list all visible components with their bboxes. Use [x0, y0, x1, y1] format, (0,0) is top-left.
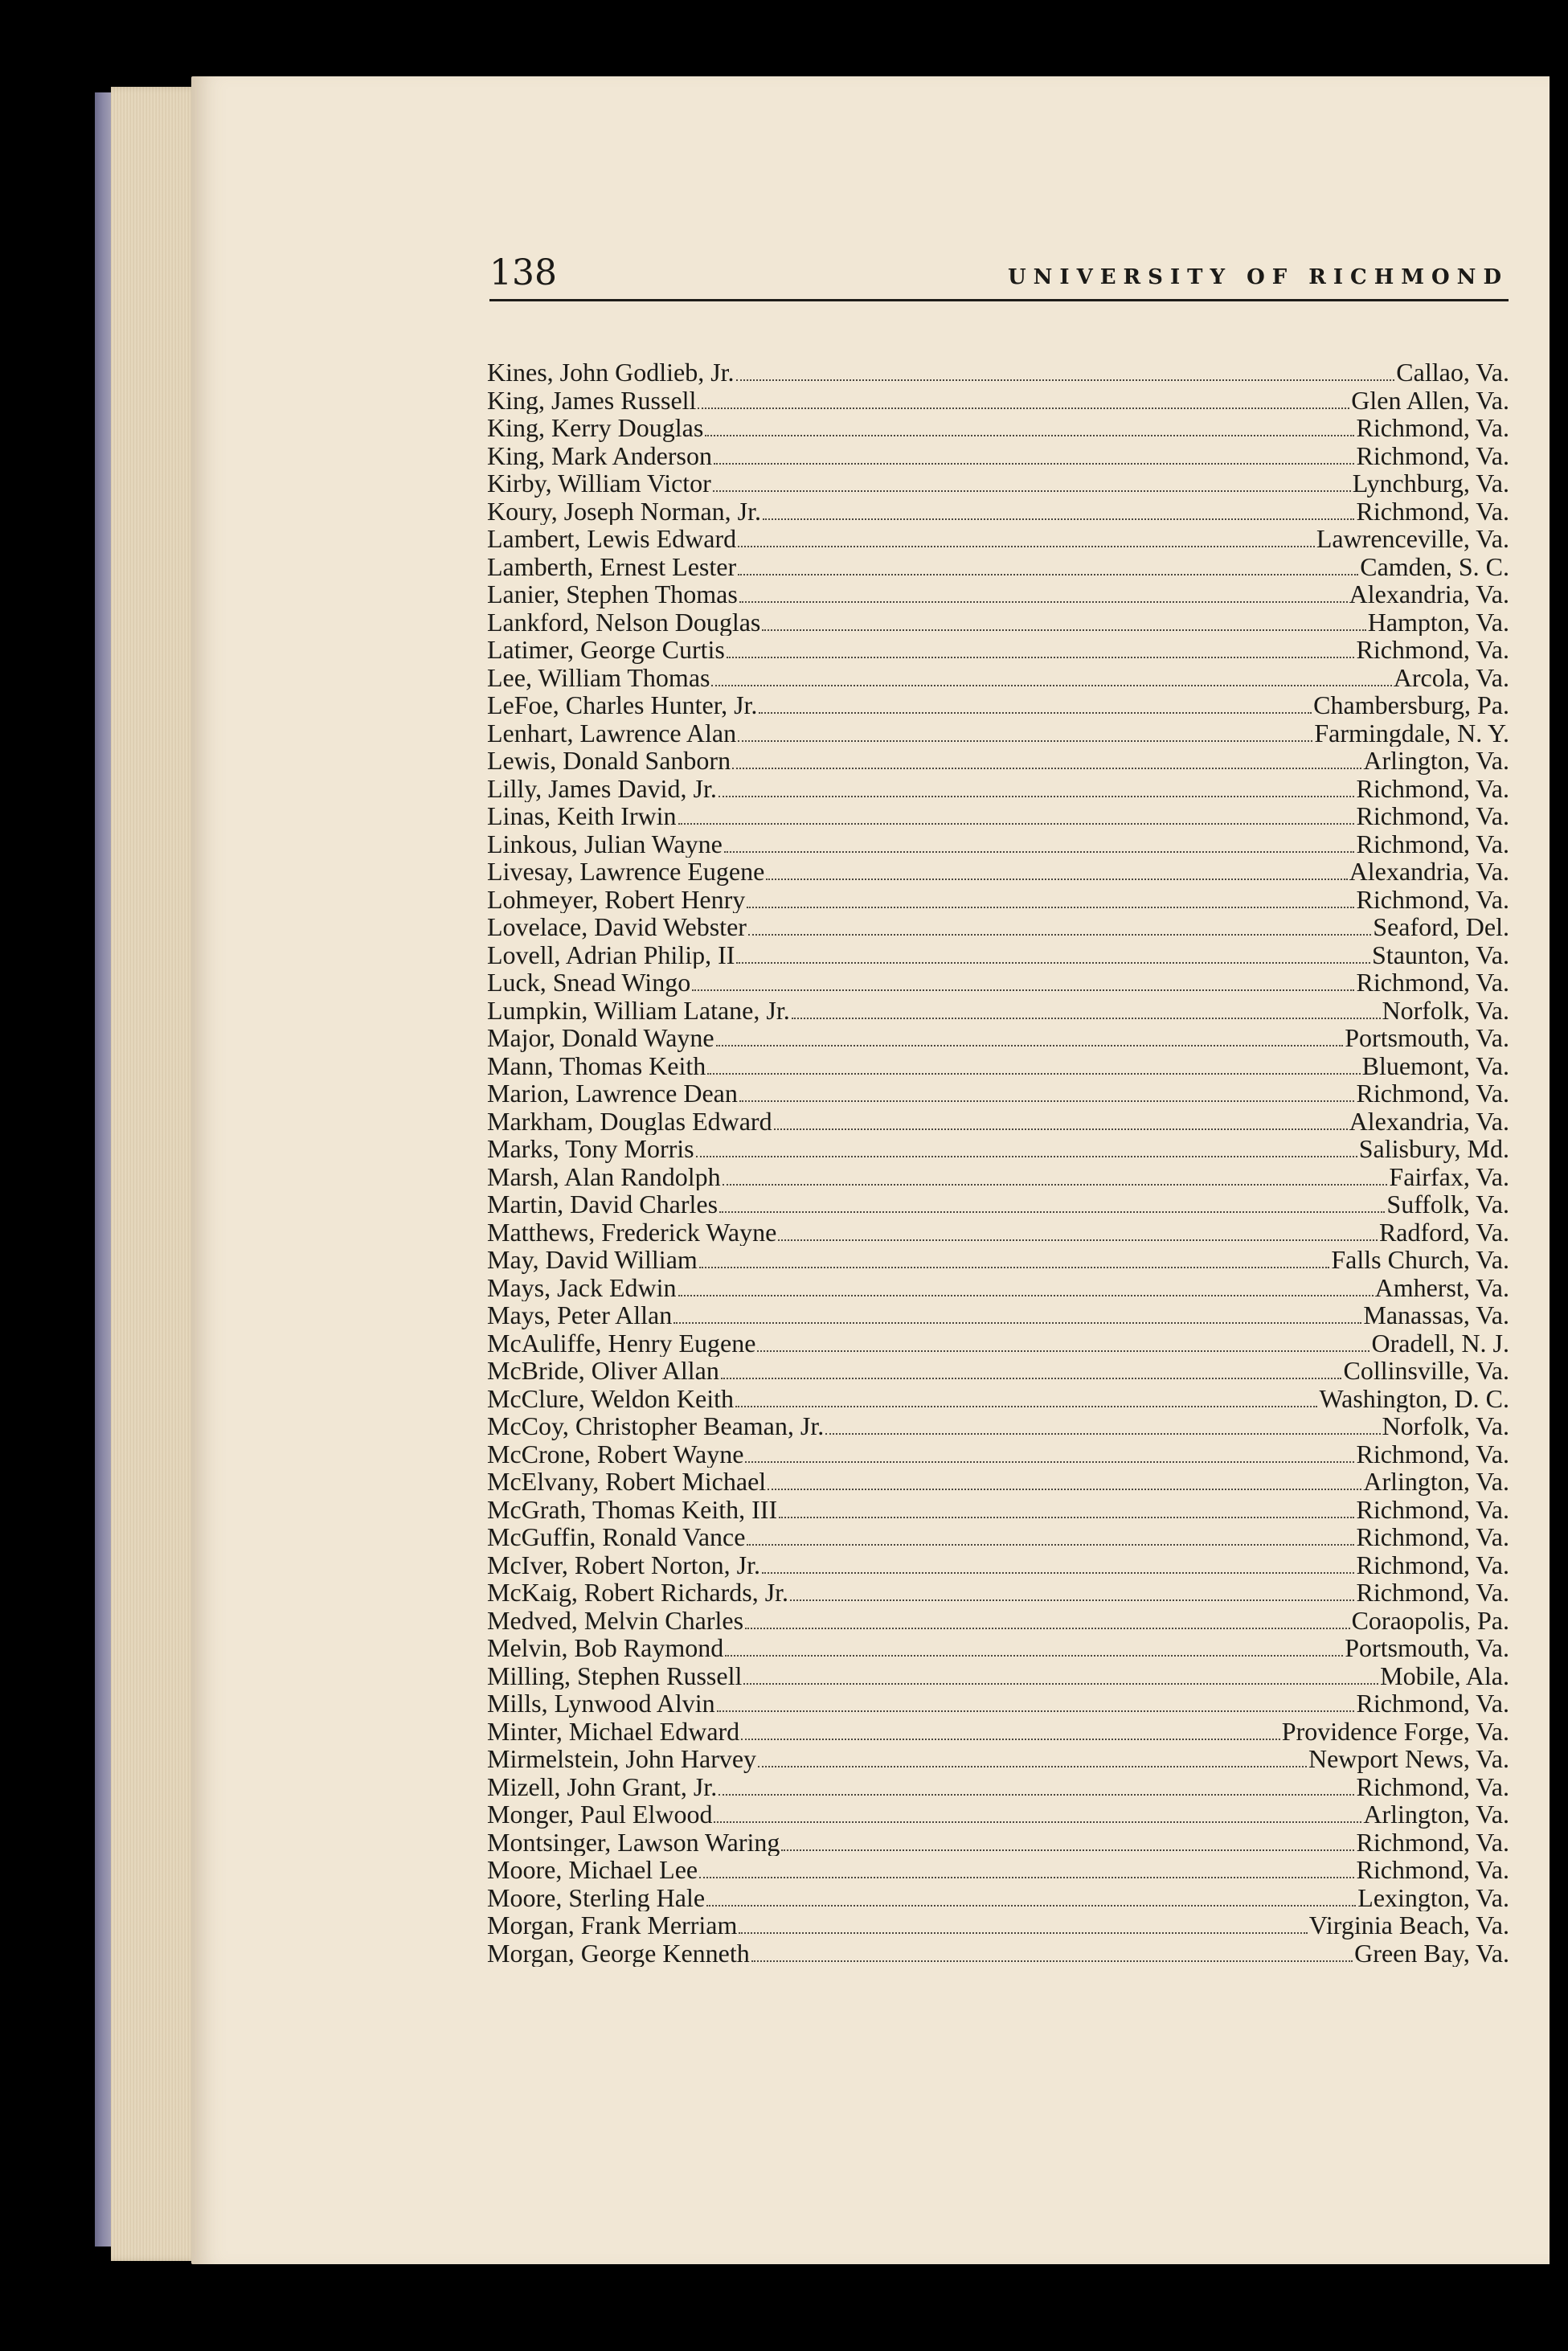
list-item — [487, 1718, 1509, 1746]
student-name: McGrath, Thomas Keith, III — [487, 1495, 778, 1523]
hometown: Alexandria, Va. — [1349, 1107, 1509, 1135]
student-name: Lanier, Stephen Thomas — [487, 580, 738, 608]
student-name: Minter, Michael Edward — [487, 1717, 740, 1745]
hometown: Fairfax, Va. — [1389, 1162, 1509, 1190]
hometown: Lawrenceville, Va. — [1316, 525, 1509, 553]
student-name: Lambert, Lewis Edward — [487, 525, 737, 553]
student-name: Matthews, Frederick Wayne — [487, 1218, 777, 1246]
student-name: Martin, David Charles — [487, 1190, 718, 1219]
hometown: Richmond, Va. — [1356, 1523, 1509, 1551]
hometown: Richmond, Va. — [1356, 1690, 1509, 1718]
list-item — [487, 1468, 1509, 1496]
list-item — [487, 1856, 1509, 1884]
dot-leader — [738, 546, 1315, 547]
dot-leader — [719, 1211, 1385, 1213]
student-directory-list — [487, 358, 1509, 1967]
list-item — [487, 1607, 1509, 1635]
list-item — [487, 608, 1509, 637]
dot-leader — [714, 463, 1355, 465]
student-name: Marsh, Alan Randolph — [487, 1162, 721, 1190]
student-name: Kirby, William Victor — [487, 469, 711, 498]
dot-leader — [825, 1433, 1380, 1435]
page-number: 138 — [489, 252, 557, 293]
list-item — [487, 1108, 1509, 1136]
hometown: Providence Forge, Va. — [1281, 1717, 1509, 1745]
student-name: Livesay, Lawrence Eugene — [487, 858, 765, 886]
hometown: Radford, Va. — [1378, 1218, 1509, 1246]
list-item — [487, 1412, 1509, 1440]
dot-leader — [718, 796, 1355, 797]
student-name: Montsinger, Lawson Waring — [487, 1828, 780, 1856]
student-name: King, Kerry Douglas — [487, 414, 704, 442]
hometown: Arlington, Va. — [1363, 1468, 1509, 1496]
hometown: Alexandria, Va. — [1349, 580, 1509, 608]
list-item — [487, 858, 1509, 886]
list-item — [487, 469, 1509, 498]
student-name: Mays, Jack Edwin — [487, 1273, 677, 1301]
list-item — [487, 498, 1509, 526]
student-name: Lee, William Thomas — [487, 663, 710, 691]
list-item — [487, 1163, 1509, 1191]
student-name: McElvany, Robert Michael — [487, 1468, 767, 1496]
hometown: Arlington, Va. — [1363, 747, 1509, 775]
hometown: Richmond, Va. — [1356, 1079, 1509, 1108]
hometown: Callao, Va. — [1396, 358, 1509, 387]
list-item — [487, 747, 1509, 775]
dot-leader — [696, 1156, 1357, 1157]
student-name: Lenhart, Lawrence Alan — [487, 719, 737, 747]
list-item — [487, 1884, 1509, 1912]
hometown: Virginia Beach, Va. — [1308, 1911, 1509, 1939]
list-item — [487, 802, 1509, 830]
dot-leader — [763, 518, 1354, 520]
dot-leader — [751, 1960, 1353, 1962]
student-name: Mays, Peter Allan — [487, 1301, 673, 1329]
student-name: Morgan, Frank Merriam — [487, 1911, 738, 1939]
hometown: Green Bay, Va. — [1354, 1939, 1509, 1967]
student-name: Major, Donald Wayne — [487, 1024, 714, 1052]
list-item — [487, 1911, 1509, 1939]
hometown: Richmond, Va. — [1356, 885, 1509, 913]
list-item — [487, 1745, 1509, 1773]
hometown: Collinsville, Va. — [1343, 1357, 1509, 1385]
list-item — [487, 580, 1509, 608]
list-item — [487, 1662, 1509, 1690]
list-item — [487, 1385, 1509, 1413]
list-item — [487, 1274, 1509, 1302]
list-item — [487, 775, 1509, 803]
hometown: Newport News, Va. — [1308, 1745, 1509, 1773]
student-name: McKaig, Robert Richards, Jr. — [487, 1579, 789, 1607]
dot-leader — [762, 629, 1365, 631]
student-name: Luck, Snead Wingo — [487, 969, 691, 997]
list-item — [487, 636, 1509, 664]
hometown: Richmond, Va. — [1356, 1856, 1509, 1884]
dot-leader — [699, 1267, 1330, 1268]
dot-leader — [692, 989, 1354, 991]
dot-leader — [759, 712, 1312, 714]
hometown: Lynchburg, Va. — [1352, 469, 1509, 498]
student-name: Linas, Keith Irwin — [487, 802, 677, 830]
student-name: Melvin, Bob Raymond — [487, 1634, 724, 1662]
list-item — [487, 1829, 1509, 1857]
page-header — [489, 249, 1509, 302]
hometown: Richmond, Va. — [1356, 441, 1509, 469]
dot-leader — [743, 1683, 1378, 1685]
dot-leader — [736, 379, 1395, 381]
dot-leader — [706, 1905, 1356, 1907]
dot-leader — [757, 1350, 1369, 1352]
list-item — [487, 1052, 1509, 1080]
page-edge-shadow — [95, 92, 113, 2247]
student-name: LeFoe, Charles Hunter, Jr. — [487, 691, 758, 719]
hometown: Oradell, N. J. — [1371, 1329, 1509, 1357]
dot-leader — [717, 1710, 1355, 1712]
student-name: Mann, Thomas Keith — [487, 1051, 706, 1079]
student-name: Marks, Tony Morris — [487, 1135, 694, 1163]
list-item — [487, 719, 1509, 747]
hometown: Arcola, Va. — [1393, 663, 1509, 691]
student-name: Latimer, George Curtis — [487, 636, 725, 664]
dot-leader — [705, 435, 1354, 436]
student-name: Lilly, James David, Jr. — [487, 774, 717, 802]
dot-leader — [711, 685, 1391, 686]
list-item — [487, 1024, 1509, 1052]
student-name: McCrone, Robert Wayne — [487, 1440, 744, 1468]
dot-leader — [699, 1877, 1354, 1878]
list-item — [487, 830, 1509, 858]
list-item — [487, 1135, 1509, 1163]
student-name: Mills, Lynwood Alvin — [487, 1690, 715, 1718]
dot-leader — [739, 1932, 1307, 1934]
student-name: Markham, Douglas Edward — [487, 1107, 772, 1135]
student-name: Linkous, Julian Wayne — [487, 829, 723, 858]
dot-leader — [758, 1766, 1307, 1767]
dot-leader — [678, 1295, 1374, 1296]
hometown: Richmond, Va. — [1356, 1495, 1509, 1523]
student-name: McBride, Oliver Allan — [487, 1357, 719, 1385]
dot-leader — [739, 601, 1348, 603]
list-item — [487, 1523, 1509, 1551]
list-item — [487, 1219, 1509, 1247]
hometown: Washington, D. C. — [1319, 1384, 1509, 1412]
hometown: Richmond, Va. — [1356, 414, 1509, 442]
hometown: Richmond, Va. — [1356, 1772, 1509, 1800]
list-item — [487, 1190, 1509, 1219]
hometown: Richmond, Va. — [1356, 497, 1509, 525]
hometown: Seaford, Del. — [1373, 913, 1509, 941]
hometown: Norfolk, Va. — [1382, 996, 1509, 1024]
list-item — [487, 442, 1509, 470]
student-name: Mirmelstein, John Harvey — [487, 1745, 757, 1773]
list-item — [487, 553, 1509, 581]
dot-leader — [739, 1100, 1355, 1102]
list-item — [487, 664, 1509, 692]
hometown: Hampton, Va. — [1367, 608, 1509, 636]
hometown: Richmond, Va. — [1356, 1579, 1509, 1607]
running-head: UNIVERSITY OF RICHMOND — [1007, 265, 1509, 289]
dot-leader — [768, 1489, 1361, 1490]
dot-leader — [723, 1184, 1388, 1186]
student-name: Marion, Lawrence Dean — [487, 1079, 738, 1108]
dot-leader — [736, 962, 1370, 964]
student-name: King, James Russell — [487, 386, 697, 414]
student-name: Mizell, John Grant, Jr. — [487, 1772, 718, 1800]
hometown: Salisbury, Md. — [1358, 1135, 1509, 1163]
dot-leader — [748, 934, 1371, 936]
student-name: Milling, Stephen Russell — [487, 1661, 743, 1690]
list-item — [487, 1773, 1509, 1801]
list-item — [487, 525, 1509, 553]
hometown: Suffolk, Va. — [1386, 1190, 1509, 1219]
list-item — [487, 1357, 1509, 1385]
header-rule — [489, 299, 1509, 301]
dot-leader — [779, 1517, 1354, 1518]
student-name: May, David William — [487, 1246, 698, 1274]
student-name: Koury, Joseph Norman, Jr. — [487, 497, 761, 525]
list-item — [487, 969, 1509, 997]
hometown: Richmond, Va. — [1356, 1828, 1509, 1856]
dot-leader — [766, 879, 1347, 880]
hometown: Amherst, Va. — [1374, 1273, 1509, 1301]
list-item — [487, 691, 1509, 719]
student-name: Morgan, George Kenneth — [487, 1939, 750, 1967]
student-name: McCoy, Christopher Beaman, Jr. — [487, 1412, 825, 1440]
hometown: Portsmouth, Va. — [1345, 1634, 1509, 1662]
list-item — [487, 387, 1509, 415]
dot-leader — [738, 574, 1358, 575]
hometown: Richmond, Va. — [1356, 1550, 1509, 1579]
student-name: Lovelace, David Webster — [487, 913, 747, 941]
student-name: Lumpkin, William Latane, Jr. — [487, 996, 790, 1024]
dot-leader — [778, 1239, 1378, 1241]
student-name: Lankford, Nelson Douglas — [487, 608, 761, 636]
hometown: Richmond, Va. — [1356, 636, 1509, 664]
dot-leader — [735, 1406, 1317, 1407]
list-item — [487, 414, 1509, 442]
dot-leader — [762, 1572, 1355, 1574]
dot-leader — [698, 408, 1349, 409]
hometown: Alexandria, Va. — [1349, 858, 1509, 886]
student-name: McIver, Robert Norton, Jr. — [487, 1550, 760, 1579]
dot-leader — [716, 1045, 1344, 1046]
list-item — [487, 1440, 1509, 1468]
student-name: Moore, Sterling Hale — [487, 1883, 706, 1911]
hometown: Richmond, Va. — [1356, 774, 1509, 802]
dot-leader — [745, 1628, 1350, 1629]
dot-leader — [792, 1018, 1381, 1019]
dot-leader — [718, 1794, 1354, 1796]
list-item — [487, 1246, 1509, 1274]
hometown: Mobile, Ala. — [1380, 1661, 1509, 1690]
hometown: Richmond, Va. — [1356, 829, 1509, 858]
dot-leader — [774, 1128, 1348, 1130]
dot-leader — [727, 657, 1355, 658]
student-name: McGuffin, Ronald Vance — [487, 1523, 746, 1551]
dot-leader — [747, 1544, 1354, 1546]
dot-leader — [714, 1821, 1361, 1823]
list-item — [487, 941, 1509, 969]
dot-leader — [738, 740, 1312, 742]
dot-leader — [790, 1599, 1354, 1601]
hometown: Lexington, Va. — [1357, 1883, 1509, 1911]
student-name: McAuliffe, Henry Eugene — [487, 1329, 756, 1357]
list-item — [487, 1551, 1509, 1579]
list-item — [487, 1800, 1509, 1829]
student-name: Moore, Michael Lee — [487, 1856, 698, 1884]
list-item — [487, 1079, 1509, 1108]
list-item — [487, 1939, 1509, 1968]
dot-leader — [673, 1322, 1361, 1324]
dot-leader — [745, 1461, 1354, 1463]
list-item — [487, 913, 1509, 941]
list-item — [487, 1634, 1509, 1662]
student-name: Lohmeyer, Robert Henry — [487, 885, 746, 913]
student-name: King, Mark Anderson — [487, 441, 712, 469]
dot-leader — [678, 823, 1355, 825]
list-item — [487, 1690, 1509, 1718]
hometown: Chambersburg, Pa. — [1313, 691, 1509, 719]
dot-leader — [747, 907, 1354, 908]
student-name: Monger, Paul Elwood — [487, 1800, 713, 1829]
hometown: Coraopolis, Pa. — [1351, 1606, 1509, 1634]
list-item — [487, 997, 1509, 1025]
hometown: Portsmouth, Va. — [1345, 1024, 1509, 1052]
hometown: Staunton, Va. — [1372, 940, 1509, 969]
list-item — [487, 1579, 1509, 1607]
hometown: Arlington, Va. — [1363, 1800, 1509, 1829]
hometown: Richmond, Va. — [1356, 1440, 1509, 1468]
hometown: Manassas, Va. — [1363, 1301, 1509, 1329]
hometown: Norfolk, Va. — [1382, 1412, 1509, 1440]
student-name: Lewis, Donald Sanborn — [487, 747, 731, 775]
dot-leader — [732, 768, 1361, 769]
hometown: Richmond, Va. — [1356, 802, 1509, 830]
hometown: Falls Church, Va. — [1331, 1246, 1509, 1274]
dot-leader — [721, 1378, 1342, 1379]
student-name: McClure, Weldon Keith — [487, 1384, 734, 1412]
hometown: Farmingdale, N. Y. — [1314, 719, 1509, 747]
dot-leader — [725, 1655, 1343, 1657]
list-item — [487, 886, 1509, 914]
dot-leader — [724, 851, 1355, 853]
hometown: Camden, S. C. — [1360, 552, 1509, 580]
hometown: Richmond, Va. — [1356, 969, 1509, 997]
list-item — [487, 1329, 1509, 1358]
hometown: Bluemont, Va. — [1361, 1051, 1509, 1079]
dot-leader — [713, 490, 1351, 492]
dot-leader — [741, 1739, 1280, 1740]
list-item — [487, 358, 1509, 387]
student-name: Lovell, Adrian Philip, II — [487, 940, 735, 969]
list-item — [487, 1496, 1509, 1524]
list-item — [487, 1301, 1509, 1329]
student-name: Lamberth, Ernest Lester — [487, 552, 737, 580]
dot-leader — [781, 1849, 1354, 1851]
student-name: Kines, John Godlieb, Jr. — [487, 358, 735, 387]
hometown: Glen Allen, Va. — [1351, 386, 1509, 414]
student-name: Medved, Melvin Charles — [487, 1606, 744, 1634]
page-stack-edge — [111, 87, 199, 2261]
dot-leader — [707, 1073, 1360, 1075]
